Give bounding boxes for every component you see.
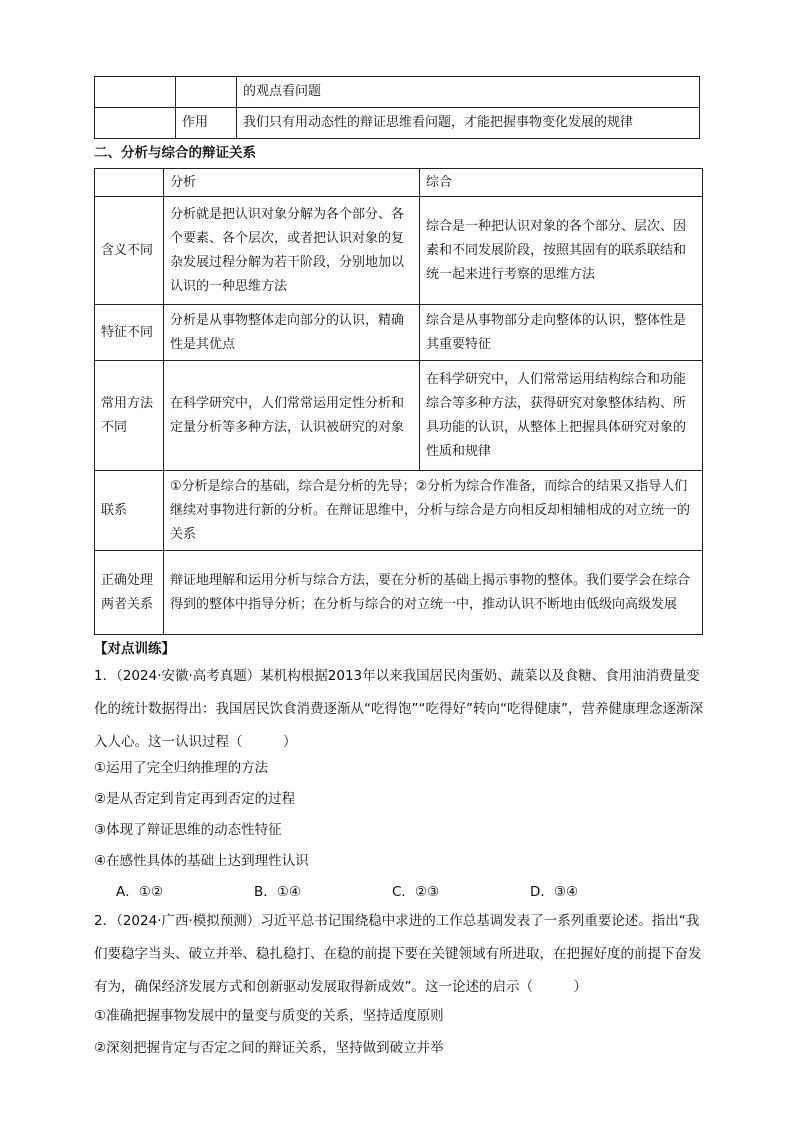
top-table-cell: 我们只有用动态性的辩证思维看问题，才能把握事物变化发展的规律 xyxy=(237,108,700,139)
header-synthesis: 综合 xyxy=(420,169,703,197)
question-1-choices xyxy=(116,880,676,900)
top-table-empty-cell xyxy=(95,108,176,139)
top-table xyxy=(94,76,700,139)
merged-cell: 辩证地理解和运用分析与综合方法，要在分析的基础上揭示事物的整体。我们要学会在综合得到的整体中指导分析；在分析与综合的对立统一中，推动认识不断地由低级向高级发展 xyxy=(164,551,703,635)
analysis-cell: 分析就是把认识对象分解为各个部分、各个要素、各个层次，或者把认识对象的复杂发展过程分解为若干阶段，分别地加以认识的一种思维方法 xyxy=(164,197,420,305)
synthesis-cell: 综合是一种把认识对象的各个部分、层次、因素和不同发展阶段，按照其固有的联系联结和统一起来进行考察的思维方法 xyxy=(420,197,703,305)
comparison-table xyxy=(94,168,703,635)
top-table-cell: 的观点看问题 xyxy=(237,77,700,108)
choice-c[interactable]: C．②③ xyxy=(392,884,440,900)
row-label: 常用方法不同 xyxy=(95,361,164,471)
row-label: 正确处理两者关系 xyxy=(95,551,164,635)
row-label: 含义不同 xyxy=(95,197,164,305)
merged-cell: ①分析是综合的基础，综合是分析的先导；②分析为综合作准备，而综合的结果又指导人们继续对事物进行新的分析。在辩证思维中，分析与综合是方向相反却相辅相成的对立统一的关系 xyxy=(164,471,703,551)
top-table-empty-cell xyxy=(176,77,237,108)
synthesis-cell: 在科学研究中，人们常常运用结构综合和功能综合等多种方法，获得研究对象整体结构、所具功能的认识，从整体上把握具体研究对象的性质和规律 xyxy=(420,361,703,471)
question-2-stem: 2．（2024·广西·模拟预测）习近平总书记围绕稳中求进的工作总基调发表了一系列重要论述。指出“我们要稳字当头、破立并举、稳扎稳打、在稳的前提下要在关键领域有所进取，在把握好度的前提下奋发有为，确保经济发展方式和创新驱动发展取得新成效”。这一论述的启示（ ） xyxy=(94,913,702,995)
section-heading: 二、分析与综合的辩证关系 xyxy=(94,145,256,161)
header-analysis: 分析 xyxy=(164,169,420,197)
choice-b[interactable]: B．①④ xyxy=(254,884,301,900)
analysis-cell: 分析是从事物整体走向部分的认识，精确性是其优点 xyxy=(164,305,420,361)
question-1-option: ③体现了辩证思维的动态性特征 xyxy=(94,822,282,838)
question-1-option: ④在感性具体的基础上达到理性认识 xyxy=(94,853,309,869)
top-table-label: 作用 xyxy=(176,108,237,139)
top-table-empty-cell xyxy=(95,77,176,108)
question-1-option: ①运用了完全归纳推理的方法 xyxy=(94,760,269,776)
choice-a[interactable]: A．①② xyxy=(116,884,163,900)
training-title: 【对点训练】 xyxy=(94,641,175,657)
row-label: 特征不同 xyxy=(95,305,164,361)
analysis-cell: 在科学研究中，人们常常运用定性分析和定量分析等多种方法，认识被研究的对象 xyxy=(164,361,420,471)
question-2-option: ①准确把握事物发展中的量变与质变的关系，坚持适度原则 xyxy=(94,1008,444,1024)
synthesis-cell: 综合是从事物部分走向整体的认识，整体性是其重要特征 xyxy=(420,305,703,361)
header-empty-cell xyxy=(95,169,164,197)
question-2-option: ②深刻把握肯定与否定之间的辩证关系，坚持做到破立并举 xyxy=(94,1040,444,1056)
question-1-stem: 1．（2024·安徽·高考真题）某机构根据2013年以来我国居民肉蛋奶、蔬菜以及食糖、食用油消费量变化的统计数据得出：我国居民饮食消费逐渐从“吃得饱”“吃得好”转向“吃得健康”，营养健康理念逐渐深入人心。这一认识过程（ ） xyxy=(94,668,703,750)
row-label: 联系 xyxy=(95,471,164,551)
question-1-option: ②是从否定到肯定再到否定的过程 xyxy=(94,791,296,807)
choice-d[interactable]: D．③④ xyxy=(530,884,579,900)
